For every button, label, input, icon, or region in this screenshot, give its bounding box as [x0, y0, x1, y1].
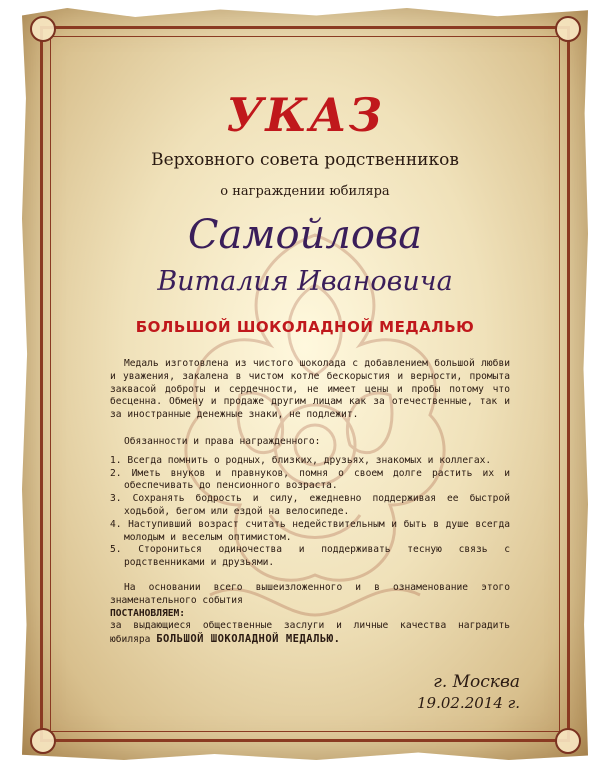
corner-ornament	[555, 16, 581, 42]
document-title: УКАЗ	[226, 88, 384, 142]
list-item: 3. Сохранять бодрость и силу, ежедневно поддерживая ее быстрой ходьбой, бегом или ездой на велосипеде.	[110, 493, 510, 517]
recipient-name: Виталия Ивановича	[157, 266, 453, 297]
document-subtitle-secondary: о награждении юбиляра	[220, 184, 390, 199]
intro-paragraph: Медаль изготовлена из чистого шоколада с добавлением большой любви и уважения, закалена в чистом котле бескорыстия и верности, промыта заквасой доброты и сердечности, не имеет цены и пробы потому что бесценна. Обмену и продаже другим лицам как за отечественные, так и за иностранные денежные знаки, не подлежит.	[110, 358, 510, 421]
list-item: 5. Сторониться одиночества и поддерживать тесную связь с родственниками и друзьями.	[110, 544, 510, 569]
award-title: БОЛЬШОЙ ШОКОЛАДНОЙ МЕДАЛЬЮ	[135, 318, 475, 336]
list-item: 4. Наступивший возраст считать недействительным и быть в душе всегда молодым и веселым оптимистом.	[110, 518, 510, 543]
final-paragraph	[110, 620, 510, 647]
date-signature: 19.02.2014 г.	[416, 694, 520, 712]
city-signature: г. Москва	[433, 672, 520, 692]
list-item: 2. Иметь внуков и правнуков, помня о своем долге растить их и обеспечивать до пенсионного возраста.	[110, 467, 510, 492]
duties-heading: Обязанности и права награжденного:	[124, 435, 321, 447]
resolution-paragraph: На основании всего вышеизложенного и в ознаменование этого знаменательного события	[110, 581, 510, 606]
corner-ornament	[30, 728, 56, 754]
final-text: за выдающиеся общественные заслуги и личные качества наградить юбиляра	[110, 620, 510, 646]
decreed-label: ПОСТАНОВЛЯЕМ:	[110, 607, 186, 619]
duties-list	[110, 455, 510, 570]
document-subtitle: Верховного совета родственников	[151, 150, 459, 170]
final-award: БОЛЬШОЙ ШОКОЛАДНОЙ МЕДАЛЬЮ.	[156, 633, 341, 646]
corner-ornament	[555, 728, 581, 754]
document-content	[60, 40, 550, 730]
list-item: 1. Всегда помнить о родных, близких, друзьях, знакомых и коллегах.	[110, 454, 492, 466]
corner-ornament	[30, 16, 56, 42]
recipient-surname: Самойлова	[187, 212, 423, 258]
decree-body	[110, 358, 510, 647]
